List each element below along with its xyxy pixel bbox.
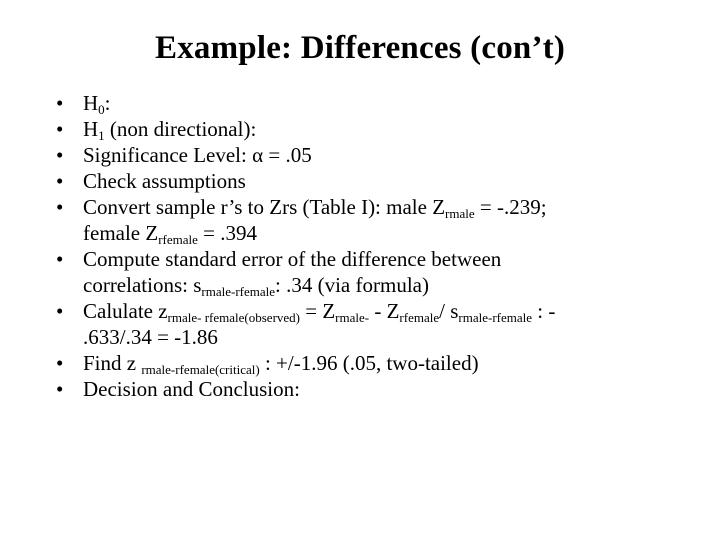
- findz-text-b: : +/-1.96 (.05, two-tailed): [259, 351, 479, 375]
- assumptions-text: Check assumptions: [83, 169, 246, 193]
- compute-text-c: : .34 (via formula): [275, 273, 429, 297]
- convert-text-b: = -.239;: [474, 195, 547, 219]
- convert-sub-c: rfemale: [158, 232, 198, 247]
- calc-sub-d: rmale-rfemale: [458, 310, 533, 325]
- bullet-icon: •: [56, 117, 64, 141]
- findz-sub-a: rmale-rfemale(critical): [141, 362, 260, 377]
- bullet-list: [56, 90, 676, 402]
- compute-text-a: Compute standard error of the difference between: [83, 247, 502, 271]
- h0-sub: 0: [98, 102, 105, 117]
- bullet-icon: •: [56, 377, 64, 401]
- bullet-icon: •: [56, 299, 64, 323]
- h1-sub: 1: [98, 128, 105, 143]
- bullet-icon: •: [56, 143, 64, 167]
- convert-sub-a: rmale: [445, 206, 475, 221]
- bullet-significance: [56, 142, 676, 168]
- h0-h: H: [83, 91, 99, 115]
- findz-text-a: Find z: [83, 351, 142, 375]
- compute-text-b: correlations: s: [83, 273, 202, 297]
- calc-text-e: : -: [532, 299, 556, 323]
- bullet-icon: •: [56, 351, 64, 375]
- calc-sub-b: rmale-: [335, 310, 370, 325]
- bullet-icon: •: [56, 169, 64, 193]
- bullet-assumptions: [56, 168, 676, 194]
- bullet-h0: [56, 90, 676, 116]
- calc-text-f: .633/.34 = -1.86: [83, 325, 218, 349]
- bullet-h1: [56, 116, 676, 142]
- calc-sub-a: rmale- rfemale(observed): [167, 310, 300, 325]
- alpha-symbol: α: [252, 143, 264, 167]
- significance-text-a: Significance Level:: [83, 143, 253, 167]
- slide-title: Example: Differences (con’t): [154, 30, 566, 66]
- decision-text: Decision and Conclusion:: [83, 377, 300, 401]
- significance-text-b: = .05: [263, 143, 312, 167]
- calc-sub-c: rfemale: [399, 310, 440, 325]
- compute-sub-b: rmale-rfemale: [201, 284, 276, 299]
- calc-text-d: / s: [439, 299, 459, 323]
- bullet-find-z: [56, 350, 676, 376]
- calc-text-b: = Z: [300, 299, 336, 323]
- convert-text-a: Convert sample r’s to Zrs (Table I): male Z: [83, 195, 446, 219]
- bullet-icon: •: [56, 91, 64, 115]
- convert-text-d: = .394: [197, 221, 257, 245]
- convert-text-c: female Z: [83, 221, 159, 245]
- bullet-icon: •: [56, 195, 64, 219]
- bullet-decision: [56, 376, 676, 402]
- bullet-calculate: [56, 298, 676, 350]
- calc-text-c: - Z: [369, 299, 400, 323]
- bullet-compute: [56, 246, 676, 298]
- h0-rest: :: [104, 91, 111, 115]
- h1-rest: (non directional):: [104, 117, 257, 141]
- bullet-icon: •: [56, 247, 64, 271]
- calc-text-a: Calulate z: [83, 299, 168, 323]
- bullet-convert: [56, 194, 676, 246]
- h1-h: H: [83, 117, 99, 141]
